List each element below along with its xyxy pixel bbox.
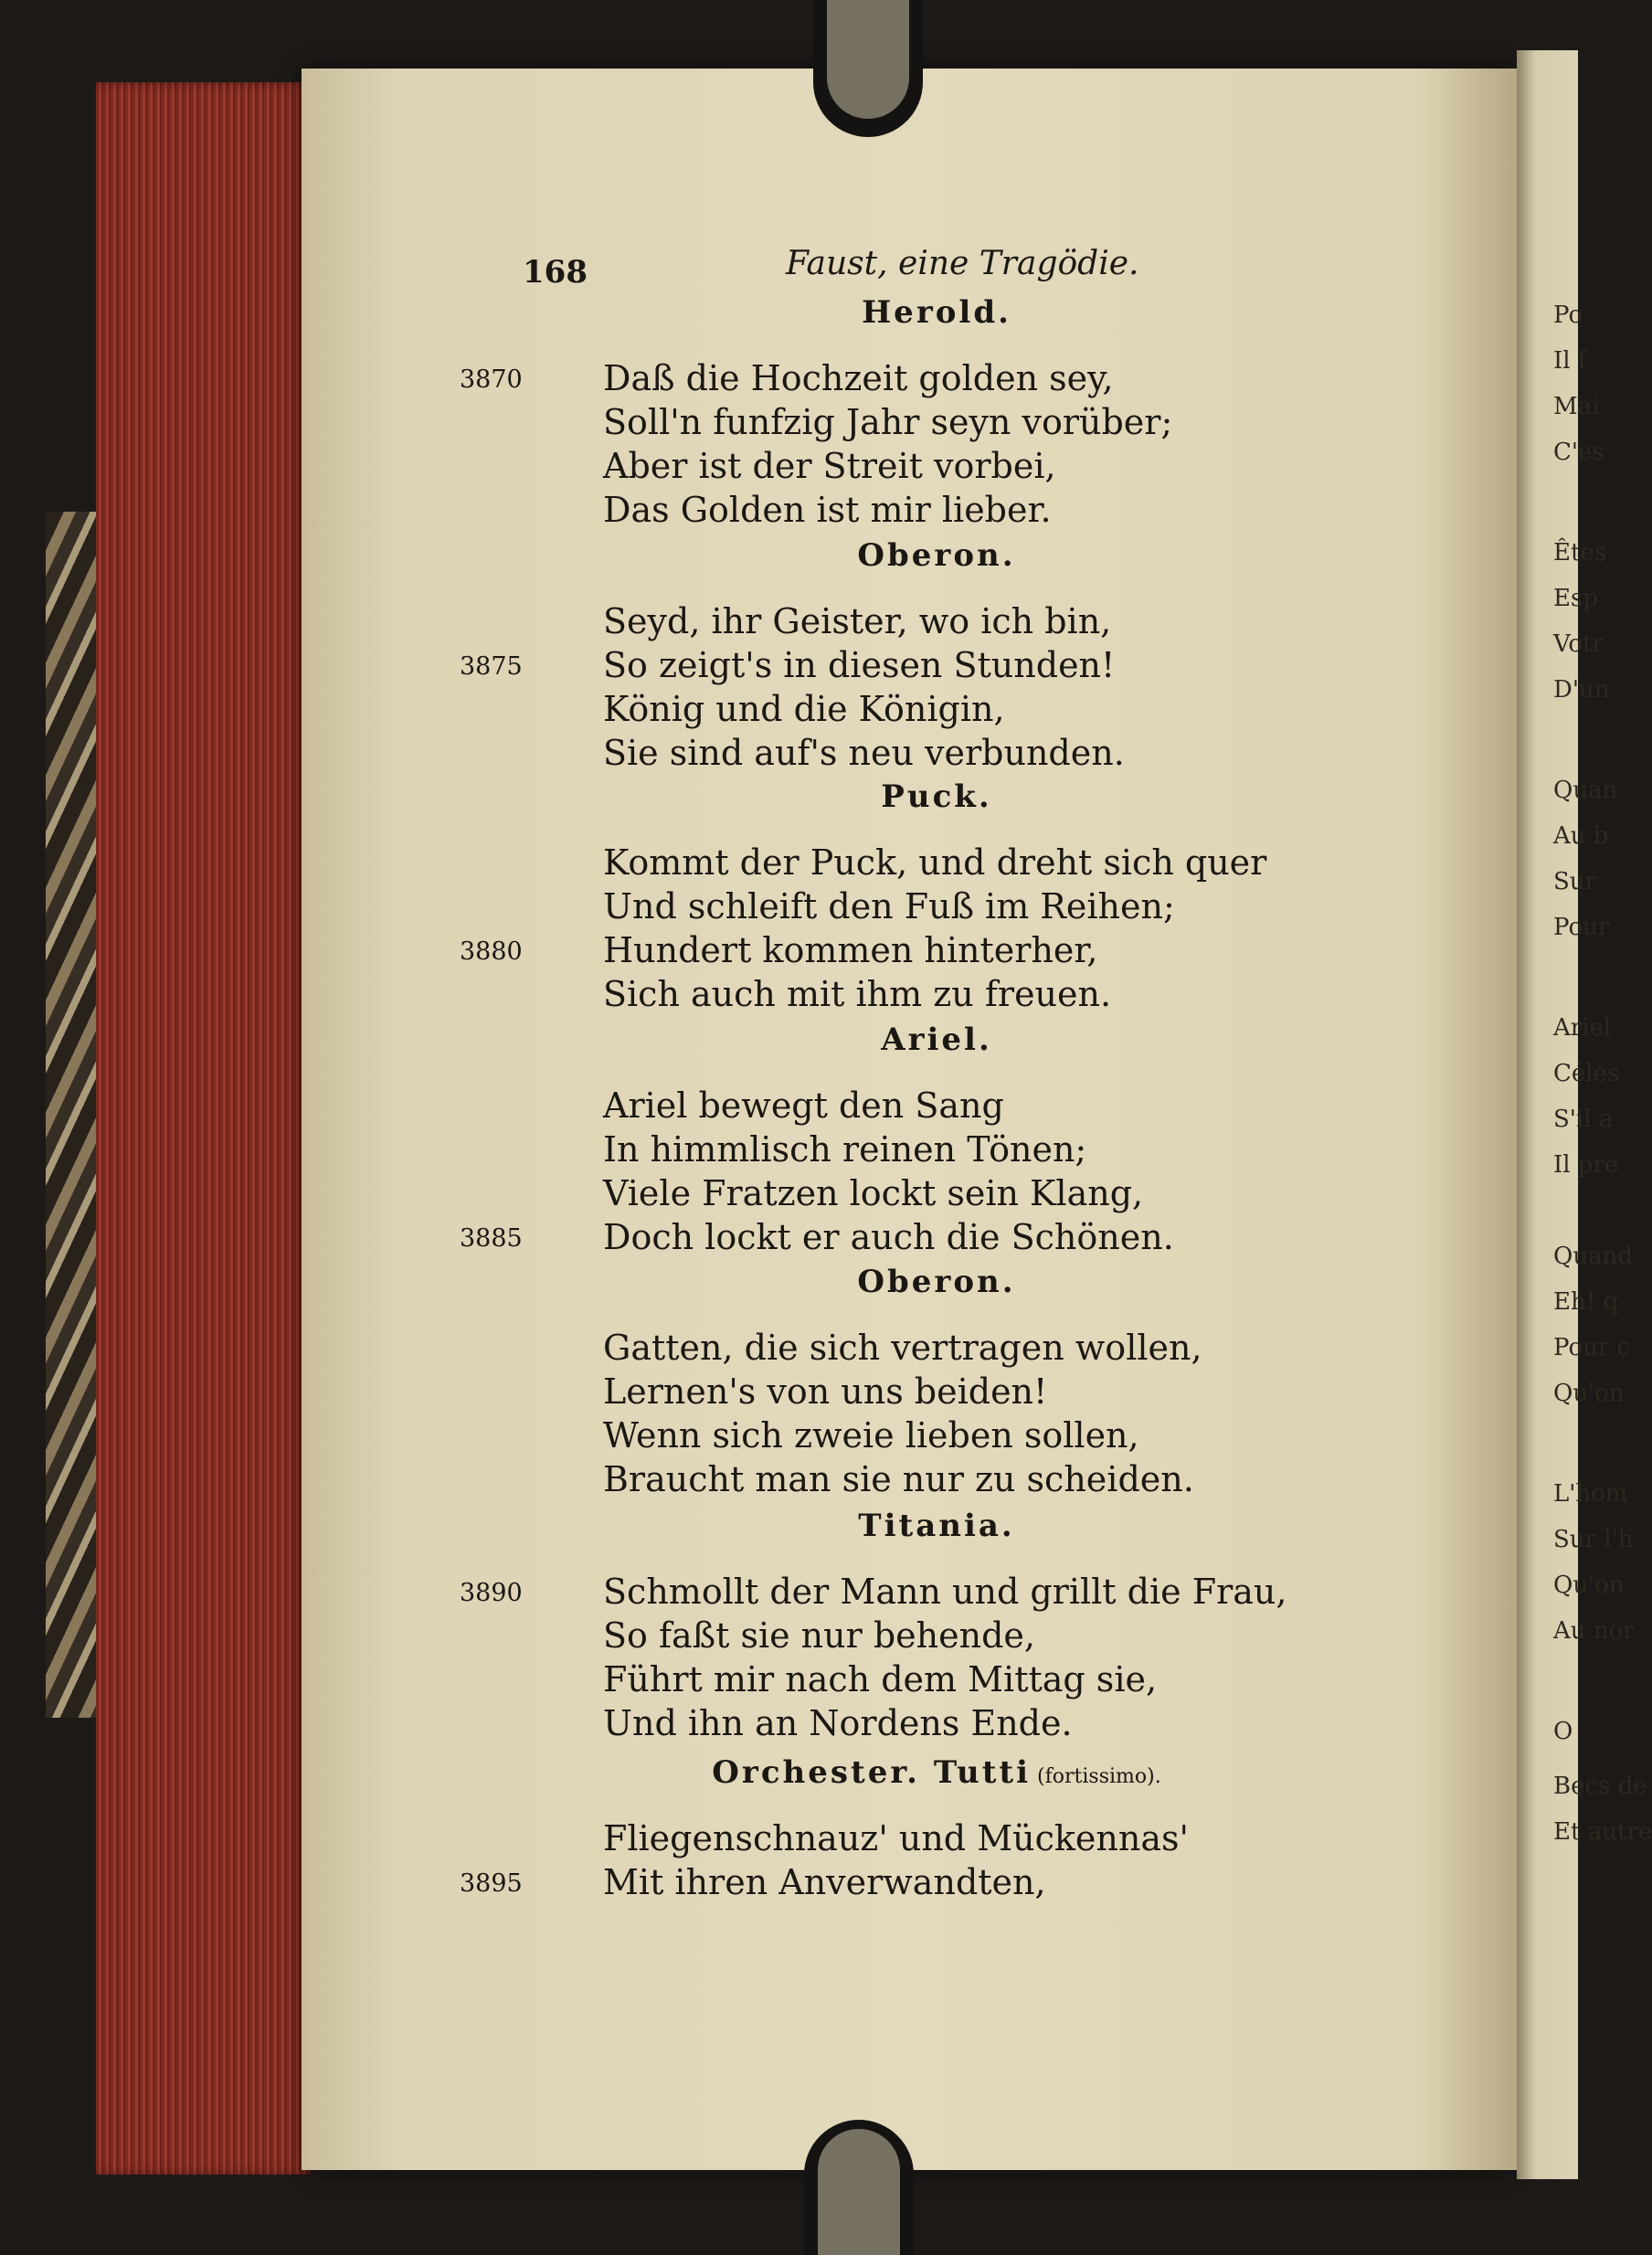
facing-page-text: Pour	[1553, 914, 1610, 941]
page-edges	[96, 82, 311, 2175]
speaker-name: Orchester. Tutti	[712, 1754, 1032, 1791]
facing-page-text: Votr	[1553, 630, 1604, 658]
verse-line: Lernen's von uns beiden!	[603, 1371, 1048, 1412]
facing-page-text: O	[1553, 1718, 1573, 1745]
facing-page-text: S'il a	[1553, 1106, 1614, 1133]
verse-line: Mit ihren Anverwandten,	[603, 1862, 1046, 1902]
facing-page-text: Pour c	[1553, 1334, 1631, 1361]
facing-page-text: Sur l'h	[1553, 1526, 1634, 1553]
verse-line: In himmlisch reinen Tönen;	[603, 1129, 1087, 1170]
facing-page-text: Au nor	[1553, 1617, 1635, 1645]
facing-page-text: Au b	[1553, 822, 1609, 850]
speaker-heading	[862, 294, 1011, 331]
line-number: 3885	[460, 1224, 523, 1253]
facing-page-text: D'un	[1553, 676, 1610, 704]
verse-line: Soll'n funfzig Jahr seyn vorüber;	[603, 402, 1173, 442]
verse-line: Fliegenschnauz' und Mückennas'	[603, 1818, 1189, 1858]
facing-page-text: Quan	[1553, 777, 1618, 804]
verse-line: Hundert kommen hinterher,	[603, 930, 1098, 970]
verse-line: König und die Königin,	[603, 689, 1005, 729]
facing-page-edge	[1517, 50, 1652, 2179]
facing-page-text: Mai	[1553, 393, 1600, 420]
verse-line: So zeigt's in diesen Stunden!	[603, 645, 1116, 685]
facing-page-text: Sur	[1553, 868, 1596, 895]
speaker-name: Herold.	[862, 294, 1011, 331]
verse-line: Doch lockt er auch die Schönen.	[603, 1217, 1174, 1257]
verse-line: Das Golden ist mir lieber.	[603, 490, 1052, 530]
ribbon-highlight	[818, 2129, 900, 2255]
speaker-name: Titania.	[858, 1508, 1015, 1544]
speaker-name: Ariel.	[881, 1022, 992, 1058]
verse-line: Daß die Hochzeit golden sey,	[603, 358, 1114, 398]
line-number: 3875	[460, 652, 523, 681]
speaker-name: Puck.	[881, 778, 992, 815]
facing-page-text: L'hom	[1553, 1480, 1628, 1508]
speaker-heading	[881, 1022, 992, 1058]
verse-line: Viele Fratzen lockt sein Klang,	[603, 1173, 1144, 1213]
verse-line: Führt mir nach dem Mittag sie,	[603, 1659, 1158, 1699]
speaker-name: Oberon.	[857, 537, 1016, 574]
verse-line: Und ihn an Nordens Ende.	[603, 1703, 1073, 1743]
facing-page-text: C'es	[1553, 439, 1604, 466]
verse-line: Ariel bewegt den Sang	[603, 1085, 1004, 1126]
verse-line: So faßt sie nur behende,	[603, 1615, 1035, 1656]
facing-page-text: Et autre	[1553, 1818, 1652, 1846]
page-number: 168	[523, 254, 588, 291]
facing-page-text: Céles	[1553, 1060, 1620, 1087]
line-number: 3890	[460, 1579, 523, 1607]
verse-line: Und schleift den Fuß im Reihen;	[603, 886, 1175, 926]
verse-line: Gatten, die sich vertragen wollen,	[603, 1328, 1202, 1368]
line-number: 3870	[460, 365, 523, 394]
speaker-heading	[857, 1264, 1015, 1300]
ribbon-highlight	[827, 0, 909, 119]
facing-page-text: Qu'on	[1553, 1380, 1625, 1407]
verse-line: Sich auch mit ihm zu freuen.	[603, 974, 1112, 1014]
verse-line: Wenn sich zweie lieben sollen,	[603, 1415, 1139, 1456]
speaker-heading	[881, 778, 991, 815]
facing-page-text: Il f	[1553, 347, 1587, 375]
verse-line: Sie sind auf's neu verbunden.	[603, 733, 1125, 773]
facing-page-text: Eh! q	[1553, 1288, 1619, 1316]
facing-page-text: Quand	[1553, 1243, 1633, 1270]
facing-page-text: Esp	[1553, 585, 1598, 612]
facing-page-text: Po	[1553, 302, 1583, 329]
speaker-heading	[712, 1754, 1160, 1791]
facing-page-text: Il pre	[1553, 1151, 1619, 1179]
facing-page-text: Becs de	[1553, 1773, 1647, 1800]
verse-line: Kommt der Puck, und dreht sich quer	[603, 842, 1267, 883]
facing-page-text: Êtes	[1553, 539, 1607, 566]
verse-line: Schmollt der Mann und grillt die Frau,	[603, 1572, 1287, 1612]
stage-direction: (fortissimo).	[1031, 1765, 1161, 1788]
speaker-heading	[857, 537, 1015, 574]
line-number: 3880	[460, 937, 523, 966]
verse-line: Braucht man sie nur zu scheiden.	[603, 1459, 1194, 1499]
running-head: Faust, eine Tragödie.	[786, 245, 1139, 282]
speaker-heading	[858, 1508, 1014, 1544]
facing-page-text: Qu'on	[1553, 1572, 1625, 1599]
verse-line: Seyd, ihr Geister, wo ich bin,	[603, 601, 1112, 641]
verse-line: Aber ist der Streit vorbei,	[603, 446, 1056, 486]
facing-page-text: Ariel	[1553, 1014, 1612, 1042]
speaker-name: Oberon.	[857, 1264, 1016, 1300]
line-number: 3895	[460, 1869, 523, 1898]
